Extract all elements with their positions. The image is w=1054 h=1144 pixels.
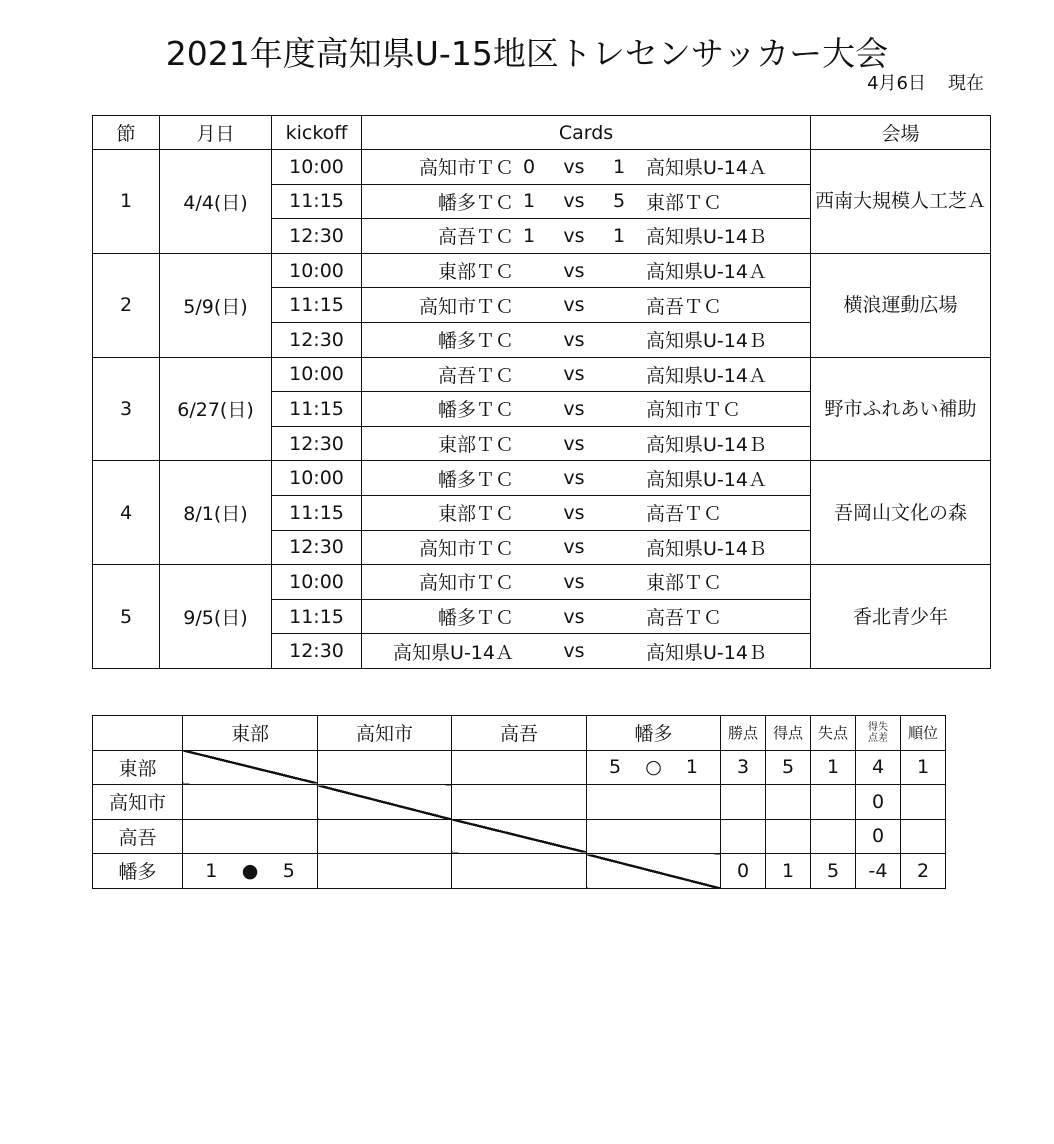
self-match-cell: [183, 750, 318, 785]
away-score: 1: [612, 224, 626, 247]
kickoff-time: 12:30: [272, 634, 362, 669]
goal-difference: 0: [856, 785, 901, 820]
vs-label: vs: [563, 467, 585, 490]
result-cell: [452, 854, 587, 889]
kickoff-time: 10:00: [272, 253, 362, 288]
standings-corner: [93, 716, 183, 751]
kickoff-time: 11:15: [272, 184, 362, 219]
result-cell: [318, 854, 452, 889]
standings-row: [93, 785, 946, 820]
venue-name: 吾岡山文化の森: [811, 461, 991, 565]
vs-label: vs: [563, 536, 585, 559]
round-date: 9/5(日): [160, 565, 272, 669]
match-card: [362, 322, 811, 357]
match-card: [362, 253, 811, 288]
goal-diff-label-line2: 点差: [868, 732, 888, 744]
home-team: 高知市ＴＣ: [418, 157, 514, 180]
round-number: 3: [93, 357, 160, 461]
result-cell: [587, 819, 721, 854]
as-of-suffix: 現在: [948, 73, 984, 94]
rank: 2: [901, 854, 946, 889]
match-line: [362, 392, 810, 426]
match-line: [362, 288, 810, 322]
result-cell: [183, 854, 318, 889]
kickoff-time: 10:00: [272, 461, 362, 496]
match-card: [362, 357, 811, 392]
goal-difference: -4: [856, 854, 901, 889]
home-team: 東部ＴＣ: [437, 503, 514, 526]
match-line: [362, 254, 810, 288]
vs-label: vs: [563, 155, 585, 178]
home-score: 0: [522, 155, 536, 178]
header-date: 月日: [160, 116, 272, 150]
goal-diff-label: [856, 722, 900, 744]
match-line: [362, 634, 810, 668]
kickoff-time: 11:15: [272, 392, 362, 427]
home-team: 高吾ＴＣ: [437, 364, 514, 387]
standings-row: [93, 854, 946, 889]
away-team: 東部ＴＣ: [646, 191, 723, 214]
match-card: [362, 288, 811, 323]
goals-against-total: 1: [811, 750, 856, 785]
home-team: 高知県U-14Ａ: [393, 641, 514, 664]
round-number: 2: [93, 253, 160, 357]
home-team: 高知市ＴＣ: [418, 295, 514, 318]
result-cell: [587, 750, 721, 785]
standings-col-team: 幡多: [587, 716, 721, 751]
vs-label: vs: [563, 605, 585, 628]
match-card: [362, 150, 811, 185]
result-cell: [183, 819, 318, 854]
home-team: 幡多ＴＣ: [437, 468, 514, 491]
home-team: 幡多ＴＣ: [437, 330, 514, 353]
away-team: 高知県U-14Ｂ: [646, 537, 767, 560]
vs-label: vs: [563, 432, 585, 455]
away-team: 高知県U-14Ｂ: [646, 330, 767, 353]
kickoff-time: 10:00: [272, 565, 362, 600]
vs-label: vs: [563, 294, 585, 317]
away-score: 1: [612, 155, 626, 178]
away-team: 高吾ＴＣ: [646, 295, 723, 318]
venue-name: 野市ふれあい補助: [811, 357, 991, 461]
result-cell: [452, 750, 587, 785]
win-mark-icon: ○: [645, 756, 662, 779]
result-cell: [318, 750, 452, 785]
round-number: 4: [93, 461, 160, 565]
match-line: [362, 427, 810, 461]
venue-name: 香北青少年: [811, 565, 991, 669]
vs-label: vs: [563, 640, 585, 663]
home-team: 幡多ＴＣ: [437, 399, 514, 422]
standings-col-goals-against: 失点: [811, 716, 856, 751]
away-team: 高知県U-14Ｂ: [646, 434, 767, 457]
match-line: [362, 600, 810, 634]
away-team: 高知市ＴＣ: [646, 399, 742, 422]
goals-for-total: [766, 785, 811, 820]
standings-table: [92, 715, 946, 889]
standings-header-row: [93, 716, 946, 751]
match-line: [362, 323, 810, 357]
page-title: 2021年度高知県U-15地区トレセンサッカー大会: [165, 34, 889, 73]
team-name: 幡多: [93, 854, 183, 889]
kickoff-time: 11:15: [272, 288, 362, 323]
vs-label: vs: [563, 190, 585, 213]
points: [721, 785, 766, 820]
goals-against-total: [811, 819, 856, 854]
vs-label: vs: [563, 224, 585, 247]
kickoff-time: 12:30: [272, 530, 362, 565]
home-team: 幡多ＴＣ: [437, 607, 514, 630]
standings-col-team: 高知市: [318, 716, 452, 751]
schedule-header-row: [93, 116, 991, 150]
home-team: 東部ＴＣ: [437, 434, 514, 457]
away-team: 高知県U-14Ａ: [646, 364, 767, 387]
match-card: [362, 426, 811, 461]
home-team: 高知市ＴＣ: [418, 572, 514, 595]
match-row: [93, 253, 991, 288]
goal-diff-label-line1: 得失: [868, 721, 888, 733]
vs-label: vs: [563, 501, 585, 524]
goals-against-total: [811, 785, 856, 820]
header-venue: 会場: [811, 116, 991, 150]
home-score: 1: [522, 224, 536, 247]
standings-col-rank: 順位: [901, 716, 946, 751]
home-team: 幡多ＴＣ: [437, 191, 514, 214]
as-of-date: 4月6日: [867, 73, 926, 94]
result-line: [183, 860, 317, 882]
match-card: [362, 184, 811, 219]
rank: [901, 819, 946, 854]
rank: 1: [901, 750, 946, 785]
away-team: 高吾ＴＣ: [646, 503, 723, 526]
goals-for: 5: [609, 756, 622, 779]
vs-label: vs: [563, 397, 585, 420]
kickoff-time: 10:00: [272, 357, 362, 392]
standings-col-goal-diff: [856, 716, 901, 751]
goals-against-total: 5: [811, 854, 856, 889]
round-date: 5/9(日): [160, 253, 272, 357]
team-name: 高吾: [93, 819, 183, 854]
schedule-table: [92, 115, 991, 669]
round-date: 4/4(日): [160, 150, 272, 254]
round-date: 6/27(日): [160, 357, 272, 461]
kickoff-time: 12:30: [272, 219, 362, 254]
match-card: [362, 599, 811, 634]
match-card: [362, 219, 811, 254]
points: 0: [721, 854, 766, 889]
match-line: [362, 461, 810, 495]
result-cell: [318, 819, 452, 854]
self-match-cell: [452, 819, 587, 854]
kickoff-time: 11:15: [272, 495, 362, 530]
match-card: [362, 461, 811, 496]
away-team: 高知県U-14Ｂ: [646, 641, 767, 664]
round-number: 5: [93, 565, 160, 669]
goals-for: 1: [205, 859, 218, 882]
header-round: 節: [93, 116, 160, 150]
away-team: 高知県U-14Ａ: [646, 468, 767, 491]
points: 3: [721, 750, 766, 785]
goals-for-total: 1: [766, 854, 811, 889]
vs-label: vs: [563, 259, 585, 282]
away-team: 高吾ＴＣ: [646, 607, 723, 630]
kickoff-time: 12:30: [272, 322, 362, 357]
match-line: [362, 531, 810, 565]
match-card: [362, 634, 811, 669]
standings-row: [93, 750, 946, 785]
goal-difference: 4: [856, 750, 901, 785]
result-cell: [587, 785, 721, 820]
goals-for-total: 5: [766, 750, 811, 785]
standings-col-team: 東部: [183, 716, 318, 751]
match-line: [362, 185, 810, 219]
header-kickoff: kickoff: [272, 116, 362, 150]
result-cell: [183, 785, 318, 820]
goals-for-total: [766, 819, 811, 854]
match-line: [362, 496, 810, 530]
rank: [901, 785, 946, 820]
self-match-cell: [318, 785, 452, 820]
header-cards: Cards: [362, 116, 811, 150]
vs-label: vs: [563, 570, 585, 593]
vs-label: vs: [563, 328, 585, 351]
round-date: 8/1(日): [160, 461, 272, 565]
vs-label: vs: [563, 363, 585, 386]
venue-name: 横浪運動広場: [811, 253, 991, 357]
match-card: [362, 495, 811, 530]
goal-difference: 0: [856, 819, 901, 854]
home-score: 1: [522, 190, 536, 213]
match-row: [93, 357, 991, 392]
match-row: [93, 150, 991, 185]
match-row: [93, 565, 991, 600]
match-line: [362, 150, 810, 184]
standings-row: [93, 819, 946, 854]
round-number: 1: [93, 150, 160, 254]
kickoff-time: 11:15: [272, 599, 362, 634]
match-row: [93, 461, 991, 496]
standings-col-team: 高吾: [452, 716, 587, 751]
match-line: [362, 565, 810, 599]
match-line: [362, 219, 810, 253]
home-team: 高知市ＴＣ: [418, 537, 514, 560]
self-match-cell: [587, 854, 721, 889]
away-team: 高知県U-14Ａ: [646, 157, 767, 180]
away-team: 東部ＴＣ: [646, 572, 723, 595]
loss-mark-icon: ●: [241, 859, 259, 882]
match-card: [362, 392, 811, 427]
home-team: 東部ＴＣ: [437, 261, 514, 284]
result-cell: [452, 785, 587, 820]
standings-col-goals-for: 得点: [766, 716, 811, 751]
match-card: [362, 565, 811, 600]
result-line: [587, 756, 720, 778]
points: [721, 819, 766, 854]
as-of-label: [867, 69, 984, 95]
goals-against: 1: [685, 756, 698, 779]
venue-name: 西南大規模人工芝Ａ: [811, 150, 991, 254]
match-line: [362, 358, 810, 392]
standings-col-points: 勝点: [721, 716, 766, 751]
match-card: [362, 530, 811, 565]
kickoff-time: 12:30: [272, 426, 362, 461]
away-team: 高知県U-14Ａ: [646, 261, 767, 284]
team-name: 高知市: [93, 785, 183, 820]
kickoff-time: 10:00: [272, 150, 362, 185]
away-team: 高知県U-14Ｂ: [646, 226, 767, 249]
away-score: 5: [612, 190, 626, 213]
home-team: 高吾ＴＣ: [437, 226, 514, 249]
team-name: 東部: [93, 750, 183, 785]
goals-against: 5: [282, 859, 295, 882]
